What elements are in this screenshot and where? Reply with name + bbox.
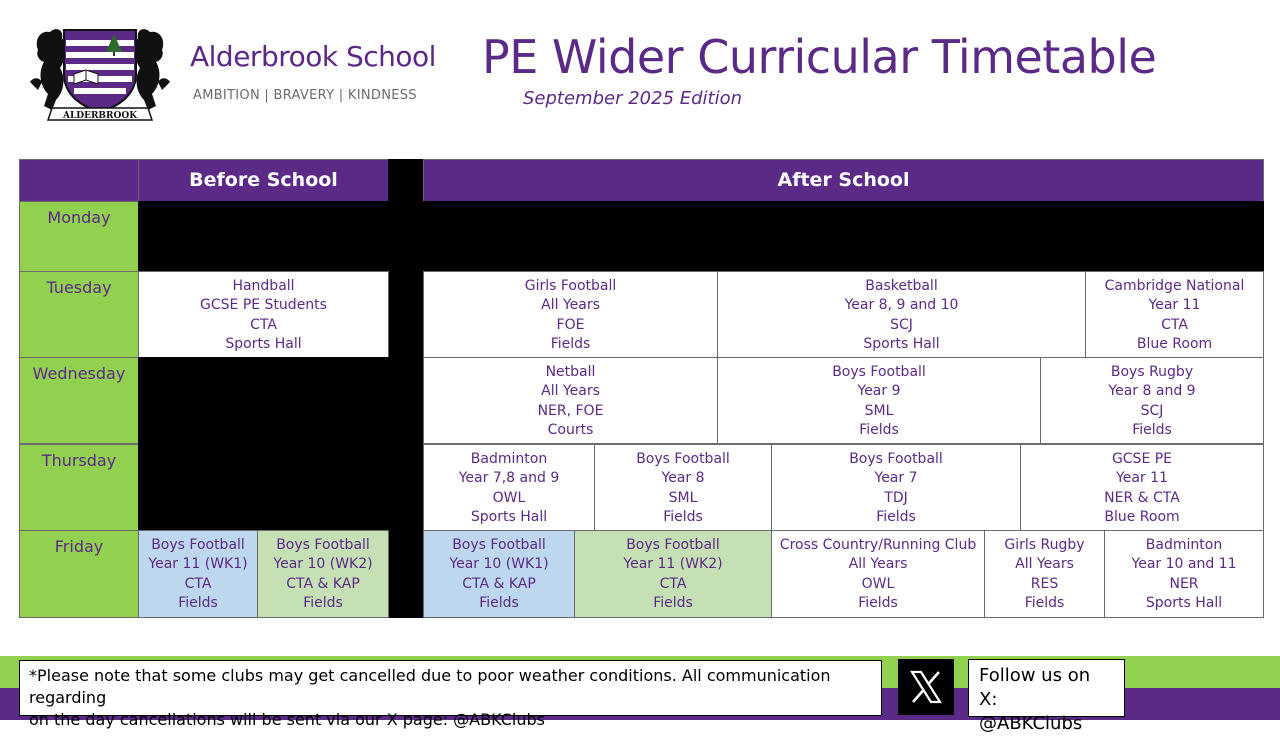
session-activity: Boys Football [452, 537, 546, 553]
session-year: Year 11 (WK1) [148, 556, 248, 573]
session-staff: NER, FOE [537, 402, 604, 419]
day-label-tuesday: Tuesday [19, 271, 139, 358]
session-staff: CTA & KAP [462, 575, 536, 592]
session-year: Year 7,8 and 9 [458, 470, 560, 487]
session-cell [138, 271, 389, 358]
session-staff: NER & CTA [1104, 489, 1180, 506]
session-staff: SCJ [1140, 402, 1164, 419]
session-activity: Boys Football [276, 537, 370, 553]
note-line: on the day cancellations will be sent via our X page: @ABKClubs [29, 710, 545, 729]
session-staff: RES [1030, 575, 1059, 592]
corner-header-cell [19, 159, 139, 202]
session-location: Fields [859, 422, 899, 439]
session-activity: Cambridge National [1104, 278, 1245, 294]
session-cell [1020, 444, 1264, 531]
session-year: Year 11 (WK2) [623, 556, 723, 573]
session-location: Courts [547, 422, 594, 439]
session-cell [423, 271, 718, 358]
day-label-thursday: Thursday [19, 444, 139, 531]
page-title: PE Wider Curricular Timetable [482, 30, 1157, 84]
session-activity: Badminton [470, 451, 548, 467]
session-staff: OWL [861, 575, 895, 592]
session-activity: Boys Football [832, 364, 926, 380]
session-cell [257, 530, 389, 618]
session-cell [138, 530, 258, 618]
school-crest-icon [30, 20, 170, 124]
session-cell [423, 444, 595, 531]
session-location: Fields [479, 595, 519, 612]
session-activity: Boys Rugby [1110, 364, 1194, 380]
session-activity: Handball [232, 278, 295, 294]
session-staff: CTA [184, 575, 212, 592]
session-activity: Cross Country/Running Club [779, 537, 977, 553]
session-activity: Netball [545, 364, 596, 380]
session-activity: Boys Football [626, 537, 720, 553]
session-cell [717, 357, 1041, 444]
session-cell [771, 530, 985, 618]
session-year: All Years [1015, 556, 1074, 573]
session-location: Fields [178, 595, 218, 612]
session-cell [423, 357, 718, 444]
before-school-header: Before School [138, 159, 389, 202]
session-location: Sports Hall [225, 336, 302, 353]
session-year: All Years [848, 556, 908, 573]
session-activity: GCSE PE [1111, 451, 1173, 467]
day-label-wednesday: Wednesday [19, 357, 139, 444]
session-location: Blue Room [1104, 509, 1180, 526]
session-staff: SCJ [890, 316, 913, 333]
session-year: Year 10 and 11 [1131, 556, 1237, 573]
session-year: Year 10 (WK1) [449, 556, 549, 573]
session-staff: OWL [492, 489, 526, 506]
session-cell [1040, 357, 1264, 444]
session-staff: SML [864, 402, 894, 419]
session-location: Fields [876, 509, 916, 526]
session-cell [423, 530, 575, 618]
session-activity: Basketball [865, 278, 938, 294]
school-motto: AMBITION | BRAVERY | KINDNESS [193, 88, 417, 103]
session-location: Sports Hall [470, 509, 548, 526]
no-before-school-clubs [138, 357, 389, 531]
x-glyph-icon [909, 670, 943, 704]
after-school-header: After School [423, 159, 1264, 202]
session-staff: CTA [1161, 316, 1188, 333]
session-cell [984, 530, 1105, 618]
session-staff: SML [668, 489, 698, 506]
session-year: Year 9 [857, 383, 901, 400]
session-cell [1085, 271, 1264, 358]
session-year: Year 10 (WK2) [273, 556, 373, 573]
session-location: Fields [1132, 422, 1172, 439]
session-staff: TDJ [884, 489, 908, 506]
session-cell [594, 444, 772, 531]
session-cell [771, 444, 1021, 531]
session-year: All Years [541, 383, 600, 400]
session-cell [574, 530, 772, 618]
session-cell [1104, 530, 1264, 618]
session-location: Sports Hall [1145, 595, 1223, 612]
session-location: Fields [663, 509, 703, 526]
session-year: Year 11 [1116, 470, 1168, 487]
session-location: Sports Hall [863, 336, 940, 353]
follow-us-box [968, 659, 1125, 734]
session-staff: CTA & KAP [286, 575, 360, 592]
session-location: Fields [653, 595, 693, 612]
session-cell [717, 271, 1086, 358]
session-staff: FOE [556, 316, 585, 333]
school-name: Alderbrook School [190, 40, 436, 73]
day-label-monday: Monday [19, 201, 139, 272]
x-logo-icon[interactable] [898, 659, 954, 715]
monday-no-clubs [138, 201, 1264, 272]
edition-subtitle: September 2025 Edition [523, 88, 743, 109]
session-staff: NER [1169, 575, 1199, 592]
session-location: Fields [1024, 595, 1065, 612]
session-location: Blue Room [1136, 336, 1213, 353]
session-location: Fields [550, 336, 591, 353]
session-year: Year 7 [874, 470, 918, 487]
session-location: Fields [858, 595, 898, 612]
crest-banner-text: ALDERBROOK [62, 111, 138, 121]
session-year: Year 11 [1148, 297, 1201, 314]
header [0, 0, 1280, 150]
session-year: All Years [541, 297, 600, 314]
follow-label: Follow us on X: [979, 665, 1091, 710]
session-activity: Boys Football [849, 451, 943, 467]
session-activity: Badminton [1145, 537, 1223, 553]
cancellation-note [19, 660, 882, 729]
session-year: Year 8 and 9 [1108, 383, 1196, 400]
session-year: Year 8 [661, 470, 705, 487]
session-staff: CTA [659, 575, 687, 592]
session-activity: Girls Rugby [1004, 537, 1085, 553]
session-activity: Girls Football [524, 278, 617, 294]
day-label-friday: Friday [19, 530, 139, 618]
session-staff: CTA [250, 316, 277, 333]
session-location: Fields [303, 595, 343, 612]
session-year: GCSE PE Students [200, 297, 327, 314]
session-year: Year 8, 9 and 10 [844, 297, 959, 314]
session-activity: Boys Football [636, 451, 730, 467]
session-activity: Boys Football [151, 537, 245, 553]
note-line: *Please note that some clubs may get cancelled due to poor weather conditions. All communication regarding [29, 666, 831, 707]
timetable-grid [19, 159, 1264, 618]
x-handle[interactable]: @ABKClubs [979, 713, 1083, 734]
